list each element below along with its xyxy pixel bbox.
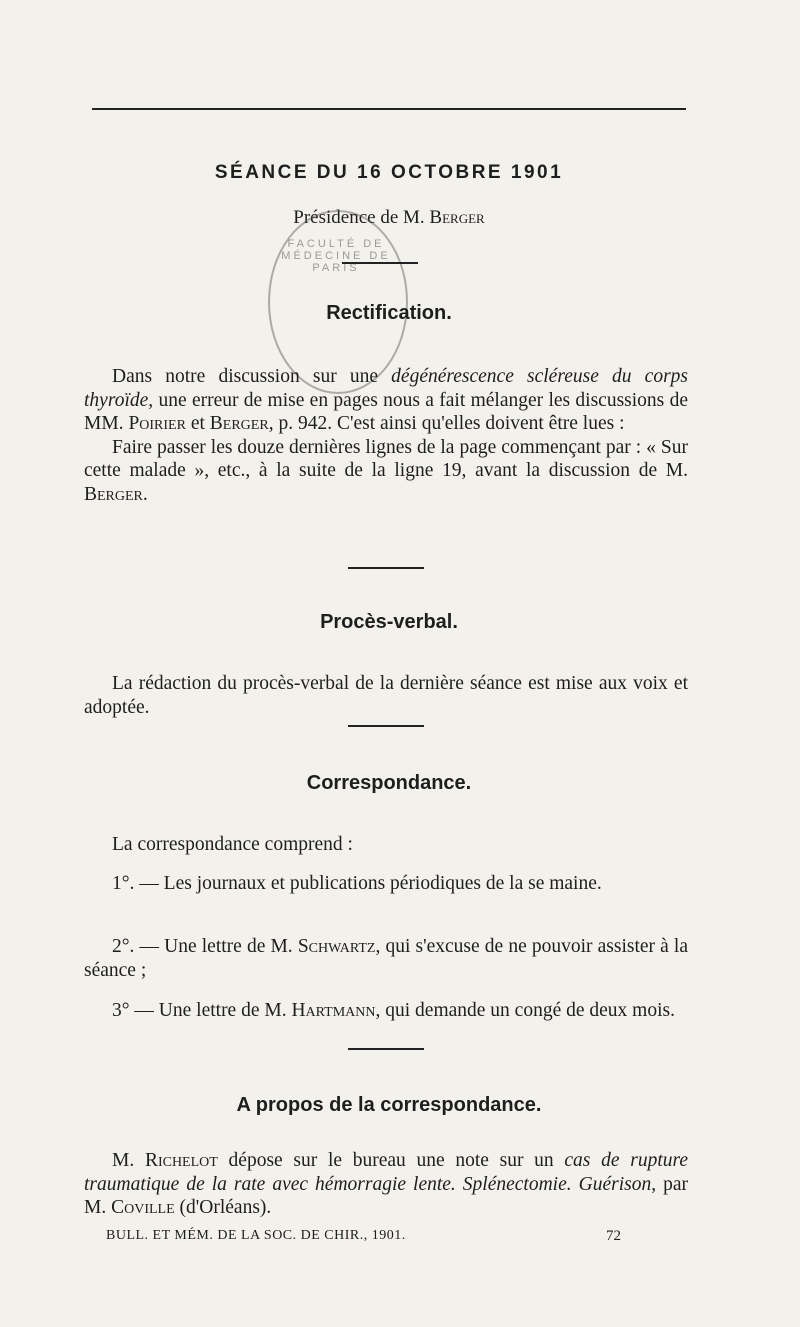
proces-verbal-paragraph: La rédaction du procès-verbal de la dernière séance est mise aux voix et adoptée.: [84, 673, 688, 718]
text-run: 3° — Une lettre de M.: [112, 1000, 292, 1021]
text-run: , p. 942. C'est ainsi qu'elles doivent être lues :: [268, 413, 625, 434]
correspondance-intro: La correspondance comprend :: [112, 834, 353, 855]
presidence-prefix: Présidence de M.: [293, 207, 430, 228]
italic-title: dégénérescence scléreuse du corps thyroïde: [84, 366, 688, 411]
person-name: Coville: [111, 1197, 175, 1218]
correspondance-item-1: 1°. — Les journaux et publications périodiques de la se maine.: [112, 873, 602, 894]
person-name: Berger: [209, 413, 269, 434]
correspondance-item-3: [84, 999, 688, 1023]
text-run: Faire passer les douze dernières lignes de la page commençant par : « Sur cette malade », etc., à la suite de la ligne 19, avant la discussion de M.: [84, 436, 688, 481]
text-run: , par M.: [84, 1173, 688, 1218]
library-stamp-text: FACULTÉ DE MÉDECINE DE PARIS: [281, 238, 391, 274]
rectification-p2: [84, 436, 688, 507]
page-number: 72: [606, 1228, 621, 1244]
seance-title: SÉANCE DU 16 OCTOBRE 1901: [214, 162, 564, 183]
text-run: , qui s'excuse de ne pouvoir assister à la séance ;: [84, 936, 688, 981]
person-name: Hartmann: [291, 1000, 376, 1021]
text-run: M.: [112, 1150, 145, 1171]
text-run: .: [142, 483, 148, 505]
person-name: Richelot: [144, 1150, 218, 1171]
text-run: Dans notre discussion sur une: [112, 366, 392, 387]
heading-proces-verbal: Procès-verbal.: [320, 611, 458, 633]
rectification-p1: [84, 365, 688, 436]
top-rule: [92, 108, 686, 110]
heading-a-propos: A propos de la correspondance.: [236, 1094, 542, 1116]
heading-correspondance: Correspondance.: [306, 772, 472, 794]
person-name: Berger: [84, 483, 143, 505]
heading-rectification: Rectification.: [326, 302, 452, 324]
footer-citation: BULL. ET MÉM. DE LA SOC. DE CHIR., 1901.: [106, 1228, 406, 1243]
person-name: Schwartz: [297, 936, 376, 957]
section-rule: [348, 567, 424, 569]
rectification-paragraph: [84, 365, 688, 506]
text-run: (d'Orléans).: [174, 1197, 272, 1218]
a-propos-paragraph: [84, 1149, 688, 1220]
text-run: 2°. — Une lettre de M.: [112, 936, 298, 957]
presidence-line: [0, 207, 778, 229]
text-run: , une erreur de mise en pages nous a fait mélanger les discussions de MM.: [84, 389, 688, 434]
text-run: dépose sur le bureau une note sur un: [217, 1150, 565, 1171]
italic-title: cas de rupture traumatique de la rate avec hémorragie lente. Splénectomie. Guérison: [84, 1150, 689, 1195]
section-rule: [342, 262, 418, 264]
text-run: , qui demande un congé de deux mois.: [375, 1000, 675, 1021]
correspondance-item-2: [84, 935, 688, 982]
person-name: Poirier: [128, 413, 186, 434]
section-rule: [348, 1048, 424, 1050]
president-name: Berger: [429, 207, 485, 228]
section-rule: [348, 725, 424, 727]
text-run: et: [185, 413, 210, 434]
